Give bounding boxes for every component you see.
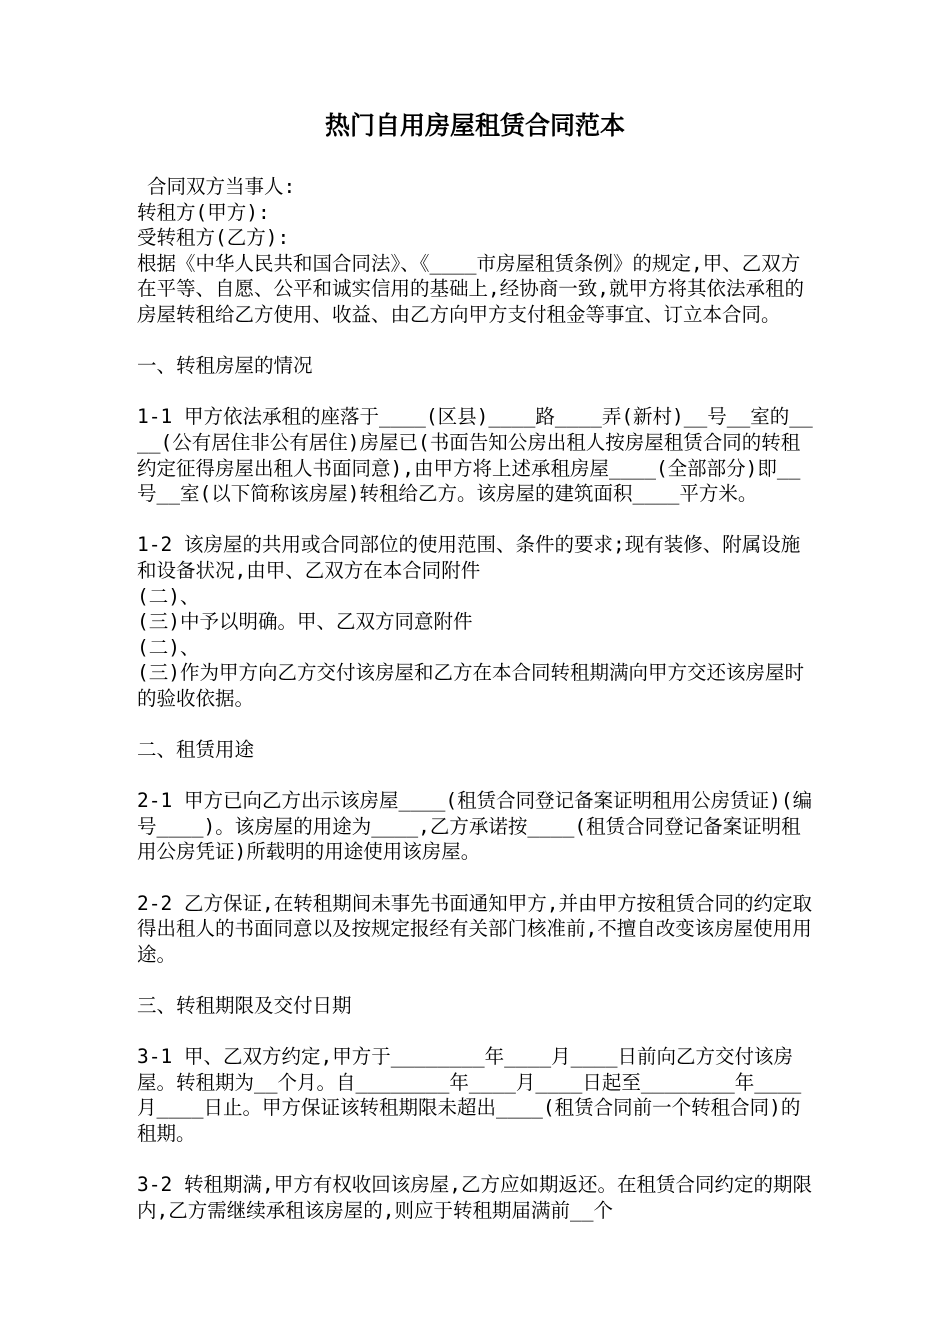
clause-2-1: 2-1 甲方已向乙方出示该房屋____(租赁合同登记备案证明租用公房赁证)(编号____)。该房屋的用途为____,乙方承诺按____(租赁合同登记备案证明租用公房凭证)所载明的用途使用该房屋。 <box>137 789 813 864</box>
paragraph-parties: 合同双方当事人: <box>147 175 296 198</box>
clause-1-2-line-2: (二)、 <box>137 584 200 608</box>
paragraph-preamble: 根据《中华人民共和国合同法》、《____市房屋租赁条例》的规定,甲、乙双方在平等、自愿、公平和诚实信用的基础上,经协商一致,就甲方将其依法承租的房屋转租给乙方使用、收益、由乙方向甲方支付租金等事宜、订立本合同。 <box>137 251 804 326</box>
document-body <box>137 174 817 1223</box>
section-heading-3: 三、转租期限及交付日期 <box>137 994 352 1017</box>
clause-1-2-line-4: (二)、 <box>137 635 200 659</box>
section-heading-1: 一、转租房屋的情况 <box>137 354 313 378</box>
clause-1-2-line-3: (三)中予以明确。甲、乙双方同意附件 <box>137 610 473 634</box>
clause-3-2: 3-2 转租期满,甲方有权收回该房屋,乙方应如期返还。在租赁合同约定的期限内,乙方需继续承租该房屋的,则应于转租期届满前__个 <box>137 1173 812 1222</box>
clause-1-2: 1-2 该房屋的共用或合同部位的使用范围、条件的要求;现有装修、附属设施和设备状况,由甲、乙双方在本合同附件 <box>137 533 801 582</box>
clause-1-1: 1-1 甲方依法承租的座落于____(区县)____路____弄(新村)__号__室的____(公有居住非公有居住)房屋已(书面告知公房出租人按房屋租赁合同的转租约定征得房屋出租人书面同意),由甲方将上述承租房屋____(全部部分)即__号__室(以下简称该房屋)转租给乙方。该房屋的建筑面积____平方米。 <box>137 405 813 506</box>
paragraph-party-a: 转租方(甲方): <box>137 200 270 224</box>
section-heading-2: 二、租赁用途 <box>137 738 255 762</box>
clause-3-1: 3-1 甲、乙双方约定,甲方于________年____月____日前向乙方交付该房屋。转租期为__个月。自________年____月____日起至________年____月____日止。甲方保证该转租期限未超出____(租赁合同前一个转租合同)的租期。 <box>137 1045 802 1145</box>
clause-1-2-line-5: (三)作为甲方向乙方交付该房屋和乙方在本合同转租期满向甲方交还该房屋时的验收依据。 <box>137 661 804 710</box>
clause-2-2: 2-2 乙方保证,在转租期间未事先书面通知甲方,并由甲方按租赁合同的约定取得出租人的书面同意以及按规定报经有关部门核准前,不擅自改变该房屋使用用途。 <box>137 891 812 966</box>
paragraph-party-b: 受转租方(乙方): <box>137 226 290 250</box>
document-title: 热门自用房屋租赁合同范本 <box>324 111 625 140</box>
